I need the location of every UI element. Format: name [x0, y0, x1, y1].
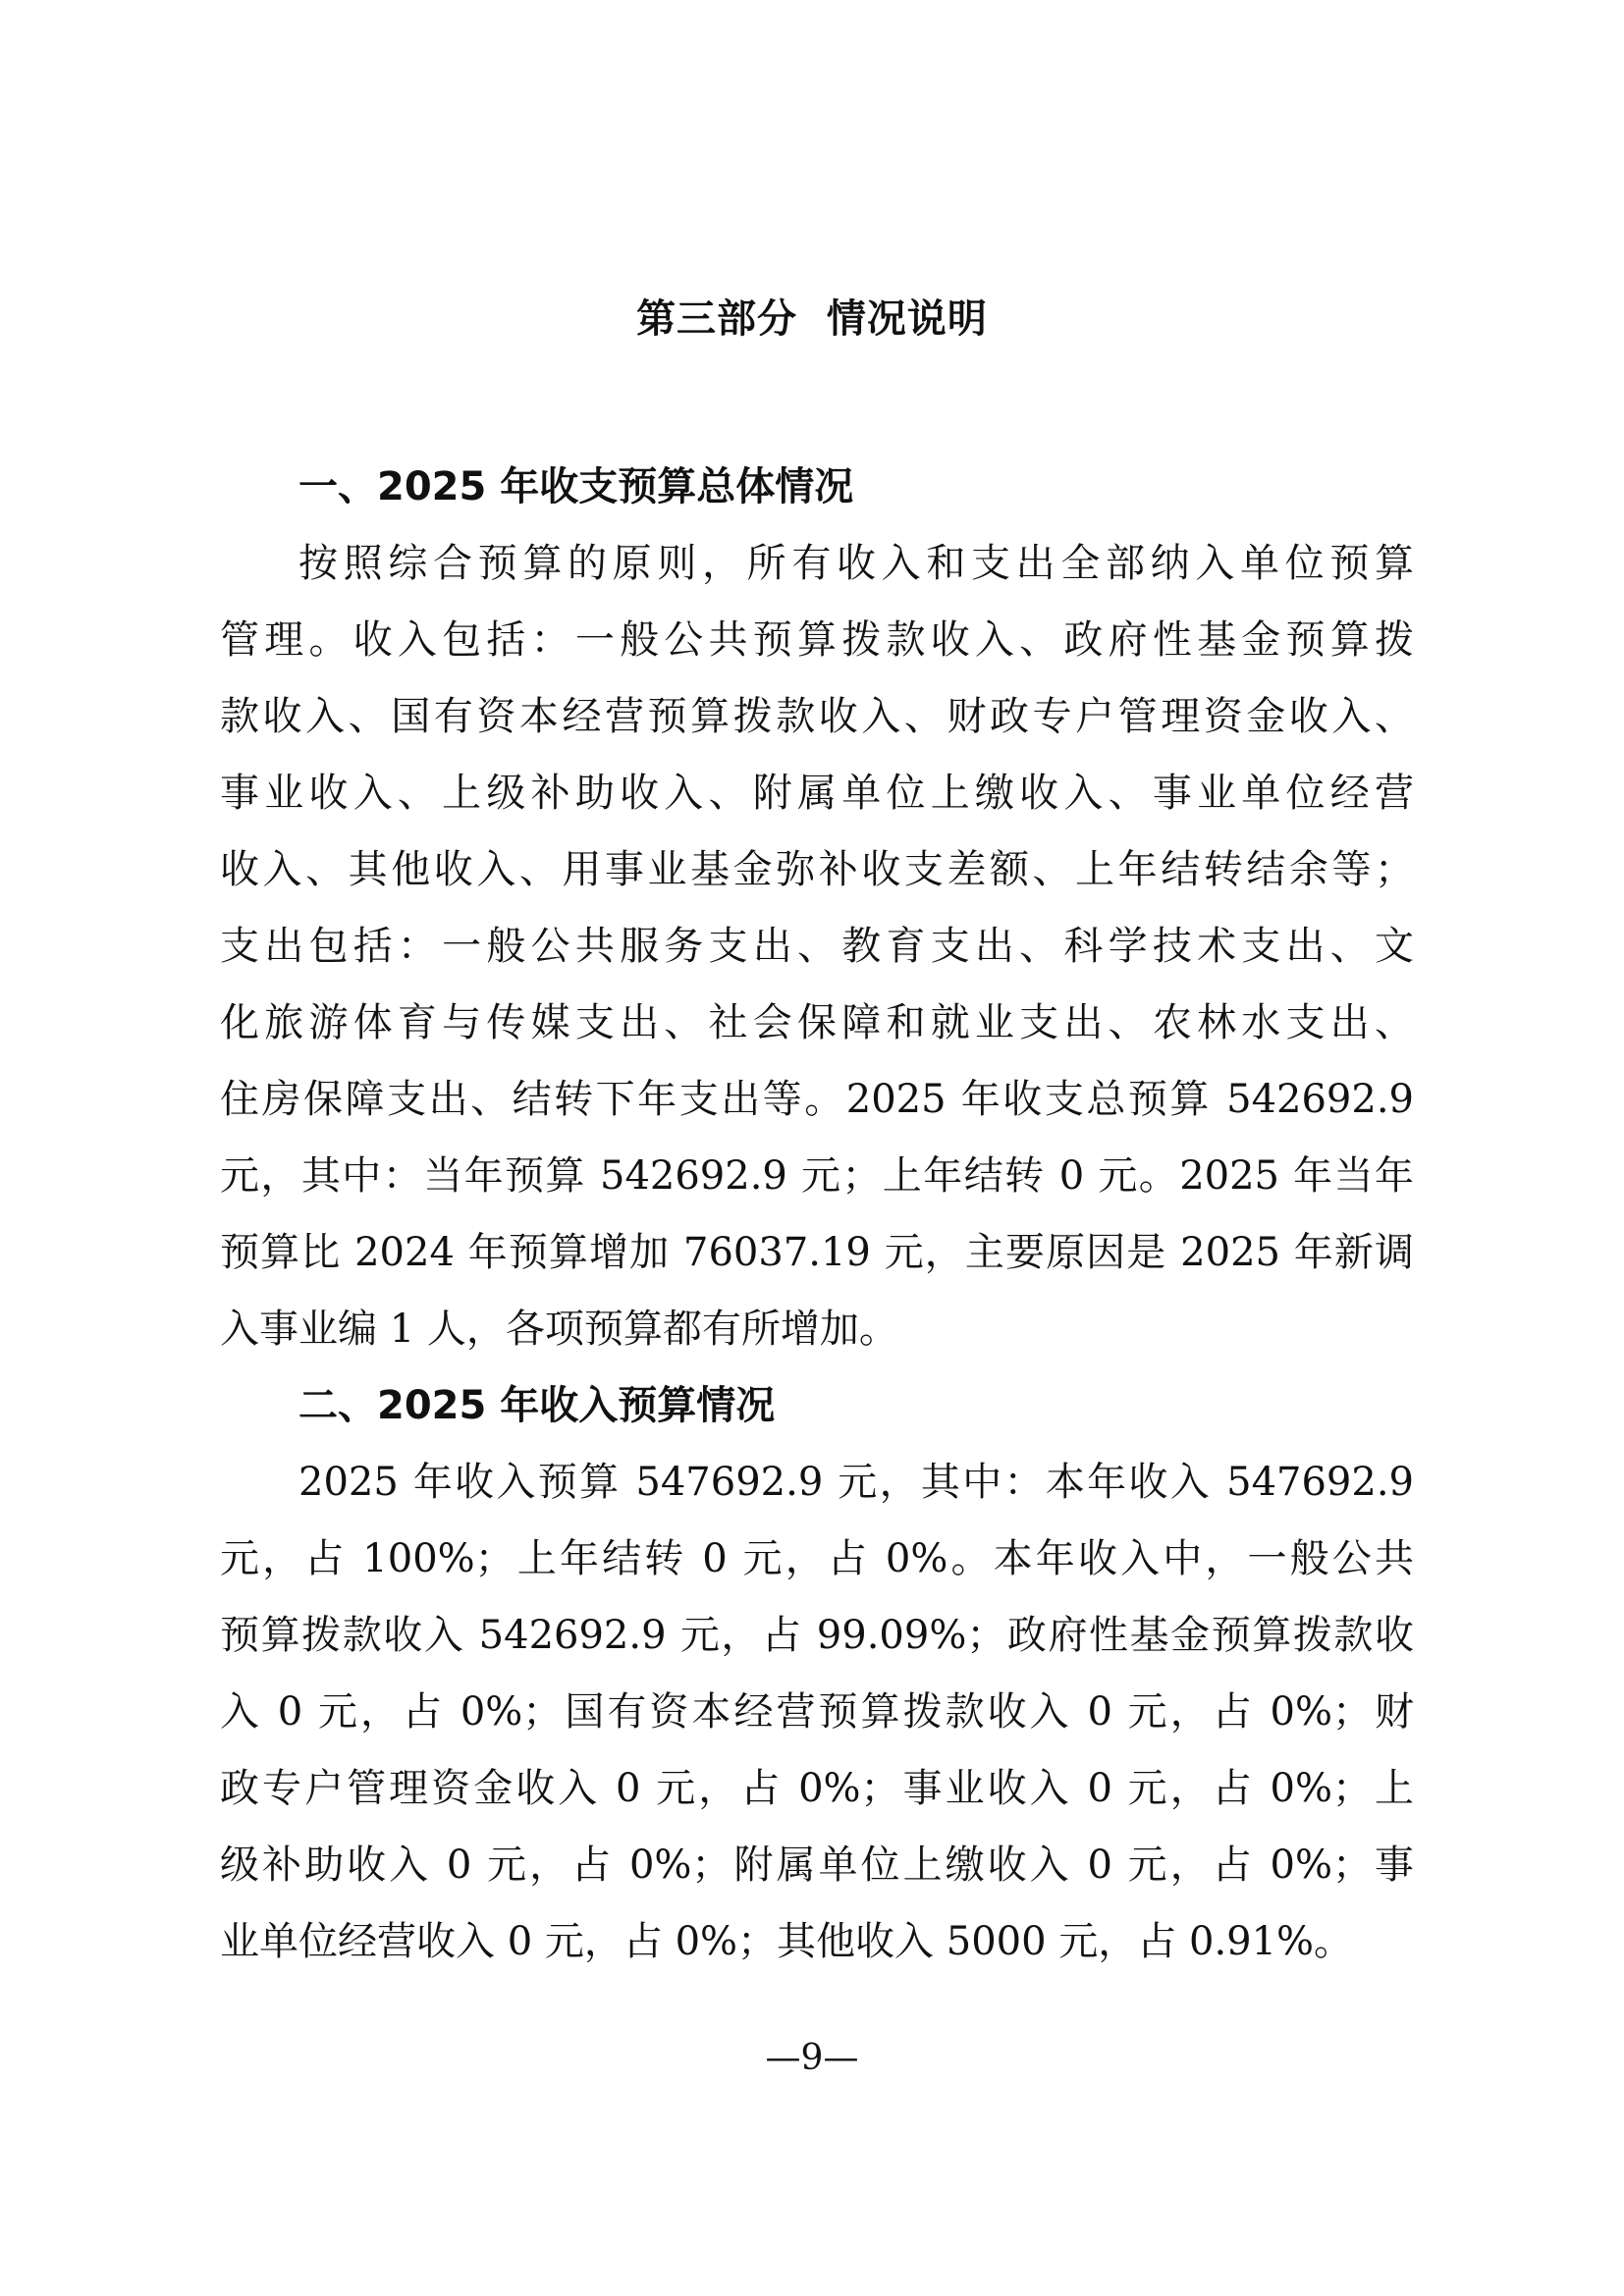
- paragraph-line: 住房保障支出、结转下年支出等。2025 年收支总预算 542692.9: [220, 1077, 1414, 1122]
- paragraph-line: 事业收入、上级补助收入、附属单位上缴收入、事业单位经营: [220, 771, 1414, 816]
- paragraph-line: 入 0 元，占 0%；国有资本经营预算拨款收入 0 元，占 0%；财: [220, 1689, 1414, 1735]
- paragraph-line: 级补助收入 0 元，占 0%；附属单位上缴收入 0 元，占 0%；事: [220, 1842, 1414, 1888]
- paragraph-line: 收入、其他收入、用事业基金弥补收支差额、上年结转结余等；: [220, 847, 1414, 892]
- paragraph-line: 化旅游体育与传媒支出、社会保障和就业支出、农林水支出、: [220, 1000, 1414, 1045]
- paragraph-line: 入事业编 1 人，各项预算都有所增加。: [220, 1307, 898, 1352]
- paragraph-line: 元，其中：当年预算 542692.9 元；上年结转 0 元。2025 年当年: [220, 1153, 1414, 1199]
- section-heading-1: 一、2025 年收支预算总体情况: [298, 464, 854, 509]
- paragraph-line: 款收入、国有资本经营预算拨款收入、财政专户管理资金收入、: [220, 694, 1414, 739]
- paragraph-line: 2025 年收入预算 547692.9 元，其中：本年收入 547692.9: [298, 1460, 1414, 1505]
- paragraph-line: 元，占 100%；上年结转 0 元，占 0%。本年收入中，一般公共: [220, 1536, 1414, 1581]
- paragraph-line: 政专户管理资金收入 0 元，占 0%；事业收入 0 元，占 0%；上: [220, 1766, 1414, 1811]
- paragraph-line: 预算拨款收入 542692.9 元，占 99.09%；政府性基金预算拨款收: [220, 1613, 1414, 1658]
- page-number: —9—: [765, 2038, 859, 2078]
- section-2-paragraph: [220, 1444, 1414, 1980]
- section-heading-2: 二、2025 年收入预算情况: [298, 1383, 776, 1428]
- page-title: 第三部分 情况说明: [636, 296, 988, 342]
- paragraph-line: 按照综合预算的原则，所有收入和支出全部纳入单位预算: [298, 541, 1414, 586]
- paragraph-line: 管理。收入包括：一般公共预算拨款收入、政府性基金预算拨: [220, 617, 1414, 663]
- paragraph-line: 预算比 2024 年预算增加 76037.19 元，主要原因是 2025 年新调: [220, 1230, 1414, 1275]
- section-1-paragraph: [220, 525, 1414, 1367]
- paragraph-line: 支出包括：一般公共服务支出、教育支出、科学技术支出、文: [220, 924, 1414, 969]
- paragraph-line: 业单位经营收入 0 元，占 0%；其他收入 5000 元，占 0.91%。: [220, 1919, 1354, 1964]
